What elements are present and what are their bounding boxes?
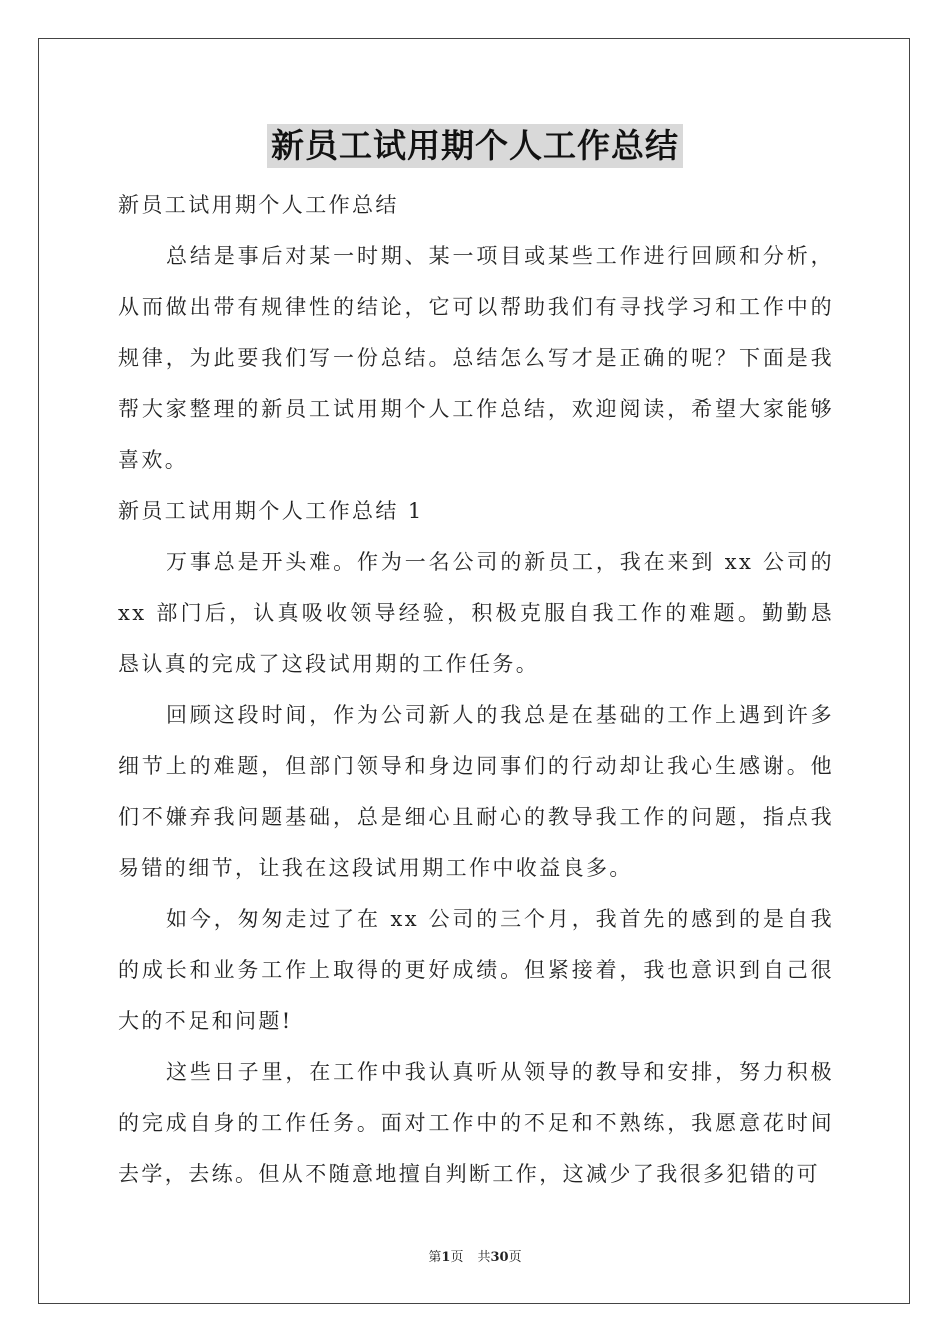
body-paragraph: 万事总是开头难。作为一名公司的新员工，我在来到 xx 公司的 xx 部门后，认真吸收领导经验，积极克服自我工作的难题。勤勤恳恳认真的完成了这段试用期的工作任务。 — [118, 550, 834, 676]
intro-paragraph: 总结是事后对某一时期、某一项目或某些工作进行回顾和分析，从而做出带有规律性的结论，它可以帮助我们有寻找学习和工作中的规律，为此要我们写一份总结。总结怎么写才是正确的呢？下面是我帮大家整理的新员工试用期个人工作总结，欢迎阅读，希望大家能够喜欢。 — [118, 244, 834, 472]
subtitle-paragraph: 新员工试用期个人工作总结 — [118, 193, 399, 217]
body-paragraph: 回顾这段时间，作为公司新人的我总是在基础的工作上遇到许多细节上的难题，但部门领导和身边同事们的行动却让我心生感谢。他们不嫌弃我问题基础，总是细心且耐心的教导我工作的问题，指点我易错的细节，让我在这段试用期工作中收益良多。 — [118, 703, 834, 880]
title-container — [0, 124, 950, 168]
total-suffix: 页 — [508, 1250, 522, 1265]
total-pages: 30 — [490, 1250, 509, 1265]
total-prefix: 共 — [477, 1250, 491, 1265]
page-prefix: 第 — [428, 1250, 442, 1265]
document-title: 新员工试用期个人工作总结 — [267, 124, 683, 168]
page-footer — [0, 1246, 950, 1265]
page-number: 1 — [441, 1250, 451, 1265]
section-heading: 新员工试用期个人工作总结 1 — [118, 499, 424, 523]
page-suffix: 页 — [450, 1250, 464, 1265]
body-paragraph: 如今，匆匆走过了在 xx 公司的三个月，我首先的感到的是自我的成长和业务工作上取得的更好成绩。但紧接着，我也意识到自己很大的不足和问题! — [118, 907, 834, 1033]
body-paragraph: 这些日子里，在工作中我认真听从领导的教导和安排，努力积极的完成自身的工作任务。面对工作中的不足和不熟练，我愿意花时间去学，去练。但从不随意地擅自判断工作，这减少了我很多犯错的可 — [118, 1060, 834, 1186]
document-body — [118, 180, 834, 1200]
